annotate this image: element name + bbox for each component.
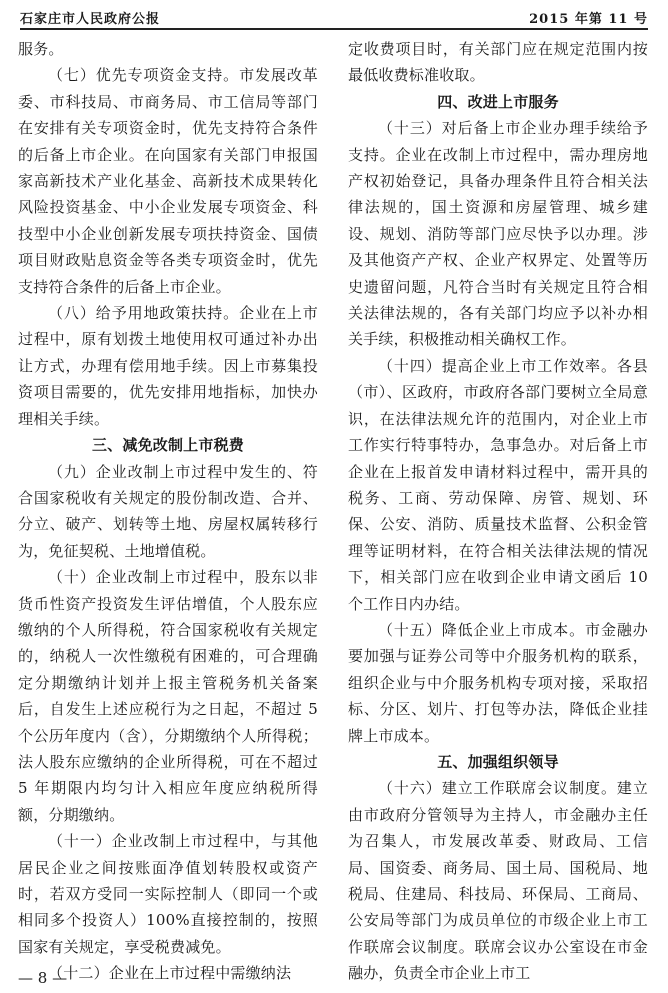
paragraph: （十三）对后备上市企业办理手续给予支持。企业在改制上市过程中，需办理房地产权初始登记，具备办理条件且符合相关法律法规的，国土资源和房屋管理、城乡建设、规划、消防等部门应尽快予以办理。涉及其他资产产权、企业产权界定、处置等历史遗留问题，凡符合当时有关规定且符合相关法律法规的，各有关部门均应予以补办相关手续，积极推动相关确权工作。: [348, 119, 648, 349]
paragraph: （九）企业改制上市过程中发生的、符合国家税收有关规定的股份制改造、合并、分立、破产、划转等土地、房屋权属转移行为，免征契税、土地增值税。: [18, 462, 318, 560]
publication-title: 石家庄市人民政府公报: [20, 12, 161, 27]
paragraph: （十六）建立工作联席会议制度。建立由市政府分管领导为主持人，市金融办主任为召集人，市发展改革委、财政局、工信局、国资委、商务局、国土局、国税局、地税局、住建局、科技局、环保局、工商局、公安局等部门为成员单位的市级企业上市工作联席会议制度。联席会议办公室设在市金融办，负责全市企业上市工: [348, 779, 648, 983]
paragraph: （十五）降低企业上市成本。市金融办要加强与证券公司等中介服务机构的联系，组织企业与中介服务机构专项对接，采取招标、分区、划片、打包等办法，降低企业挂牌上市成本。: [348, 620, 648, 745]
paragraph: （十）企业改制上市过程中，股东以非货币性资产投资发生评估增值，个人股东应缴纳的个人所得税，符合国家税收有关规定的，纳税人一次性缴税有困难的，可合理确定分期缴纳计划并上报主管税务机关备案后，自发生上述应税行为之日起，不超过 5 个公历年度内（含），分期缴纳个人所得税；法人股东应缴纳的企业所得税，可在不超过 5 年期限内均匀计入相应年度应纳税所得额，分期缴纳。: [18, 568, 318, 824]
section-heading: 五、加强组织领导: [437, 752, 559, 771]
paragraph: 定收费项目时，有关部门应在规定范围内按最低收费标准收取。: [348, 40, 648, 85]
paragraph: （十一）企业改制上市过程中，与其他居民企业之间按账面净值划转股权或资产时，若双方受同一实际控制人（即同一个或相同多个投资人）100%直接控制的，按照国家有关规定，享受税费减免。: [18, 832, 318, 956]
page-header: [20, 6, 648, 30]
page-number: — 8 —: [18, 969, 68, 987]
issue-number: 2015 年第 11 号: [529, 12, 648, 27]
paragraph: （七）优先专项资金支持。市发展改革委、市科技局、市商务局、市工信局等部门在安排有关专项资金时，优先支持符合条件的后备上市企业。在向国家有关部门申报国家高新技术产业化基金、高新技术成果转化风险投资基金、中小企业发展专项资金、科技型中小企业创新发展专项扶持资金、国债项目财政贴息资金等各类专项资金时，优先支持符合条件的后备上市企业。: [18, 66, 318, 296]
paragraph: （十二）企业在上市过程中需缴纳法: [48, 964, 292, 983]
paragraph: （十四）提高企业上市工作效率。各县（市）、区政府，市政府各部门要树立全局意识，在法律法规允许的范围内，对企业上市工作实行特事特办，急事急办。对后备上市企业在上报首发申请材料过程中，需开具的税务、工商、劳动保障、房管、规划、环保、公安、消防、质量技术监督、公积金管理等证明材料，在符合相关法律法规的情况下，相关部门应在收到企业申请文函后 10 个工作日内办结。: [348, 356, 648, 613]
right-column: [348, 36, 648, 987]
paragraph: （八）给予用地政策扶持。企业在上市过程中，原有划拨土地使用权可通过补办出让方式，办理有偿用地手续。因上市募集投资项目需要的，优先安排用地指标，加快办理相关手续。: [18, 304, 318, 428]
section-heading: 四、改进上市服务: [437, 92, 559, 111]
left-column: [18, 36, 318, 987]
paragraph: 服务。: [18, 40, 64, 58]
section-heading: 三、减免改制上市税费: [91, 436, 244, 455]
